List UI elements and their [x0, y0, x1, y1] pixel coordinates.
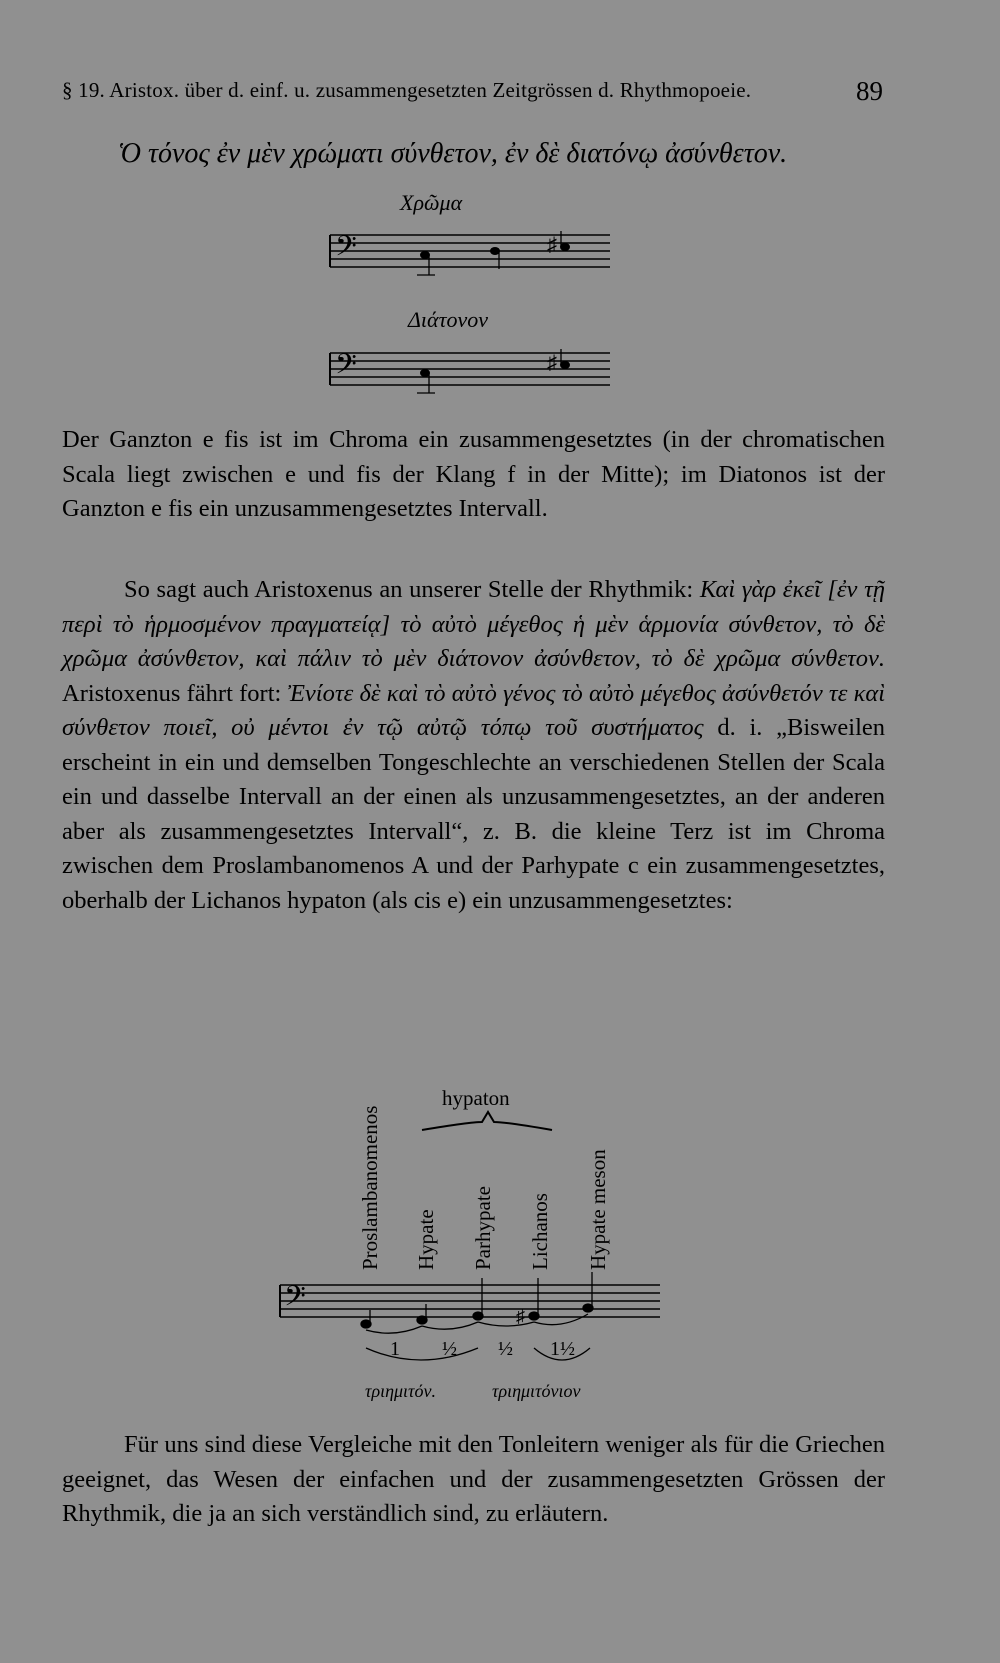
diatonon-staff — [325, 343, 615, 403]
diatonon-label: Διάτονον — [408, 307, 488, 332]
paragraph-text: Für uns sind diese Vergleiche mit den Tonleitern weniger als für die Griechen geeignet, das Wesen der einfachen und der zusammengesetzten Grössen der Rhythmik, die ja an sich verständlich sind, zu erläutern. — [62, 1431, 885, 1527]
bass-clef-icon: 𝄢 — [284, 1282, 306, 1319]
group-label-hypaton: hypaton — [442, 1086, 510, 1110]
scale-example — [270, 1060, 670, 1410]
interval-4: 1½ — [550, 1338, 575, 1360]
paragraph-aristoxenus — [62, 573, 885, 918]
note-name-hypate: Hypate — [414, 1209, 438, 1270]
paragraph-text: Der Ganzton e fis ist im Chroma ein zusammengesetztes (in der chromatischen Scala liegt zwischen e und fis der Klang f in der Mitte); im Diatonos ist der Ganzton e fis ein unzusammengesetztes Intervall. — [62, 426, 885, 522]
sharp-icon: ♯ — [547, 352, 557, 374]
greek-label-right: τριημιτόνιον — [492, 1381, 581, 1401]
running-head: § 19. Aristox. über d. einf. u. zusammengesetzten Zeitgrössen d. Rhythmopoeie. — [62, 78, 752, 102]
greek-quote-1: Καὶ γὰρ ἐκεῖ [ἐν τῇ περὶ τὸ ἡρμοσμένον πραγματείᾳ] τὸ αὐτὸ μέγεθος ἡ μὲν ἁρμονία σύνθετον, τὸ δὲ χρῶμα ἀσύνθετον, καὶ πάλιν τὸ μὲν διάτονον ἀσύνθετον, τὸ δὲ χρῶμα σύνθετον. — [62, 576, 885, 672]
note-name-lichanos: Lichanos — [528, 1193, 552, 1270]
chroma-label: Χρῶμα — [400, 190, 463, 215]
greek-heading: Ὁ τόνος ἐν μὲν χρώματι σύνθετον, ἐν δὲ διατόνῳ ἀσύνθετον. — [118, 138, 788, 169]
intro-text: So sagt auch Aristoxenus an unserer Stelle der Rhythmik: — [124, 576, 694, 603]
note-name-parhypate: Parhypate — [471, 1186, 495, 1270]
note-name-proslambanomenos: Proslambanomenos — [358, 1105, 382, 1270]
interval-2: ½ — [442, 1338, 457, 1360]
interval-3: ½ — [498, 1338, 513, 1360]
page-number: 89 — [856, 76, 883, 106]
interval-1: 1 — [390, 1338, 400, 1360]
sharp-icon: ♯ — [547, 234, 557, 256]
bass-clef-icon: 𝄢 — [335, 350, 357, 387]
paragraph-ganzton — [62, 423, 885, 527]
paragraph-text — [62, 573, 885, 918]
mid-text: Aristoxenus fährt fort: — [62, 679, 282, 707]
note-name-hypate-meson: Hypate meson — [586, 1149, 610, 1270]
bass-clef-icon: 𝄢 — [335, 232, 357, 269]
greek-label-left: τριημιτόν. — [365, 1381, 436, 1401]
brace-icon — [422, 1112, 552, 1130]
greek-quote-2: Ἐνίοτε δὲ καὶ τὸ αὐτὸ γένος τὸ αὐτὸ μέγεθος ἀσύνθετόν τε καὶ σύνθετον ποιεῖ, οὐ μέντοι ἐν τῷ αὐτῷ τόπῳ τοῦ συστήματος — [62, 679, 886, 741]
chroma-staff — [325, 225, 615, 285]
sharp-icon: ♯ — [516, 1306, 525, 1326]
paragraph-conclusion — [62, 1428, 885, 1532]
translation-text: d. i. „Bisweilen erscheint in ein und demselben Tongeschlechte an verschiedenen Stellen der Scala ein und dasselbe Intervall an der einen als unzusammengesetztes, an der anderen aber als zusammengesetztes Intervall“, z. B. die kleine Terz ist im Chroma zwischen dem Proslambanomenos A und der Parhypate c ein zusammengesetztes, oberhalb der Lichanos hypaton (als cis e) ein unzusammengesetztes: — [62, 714, 886, 914]
